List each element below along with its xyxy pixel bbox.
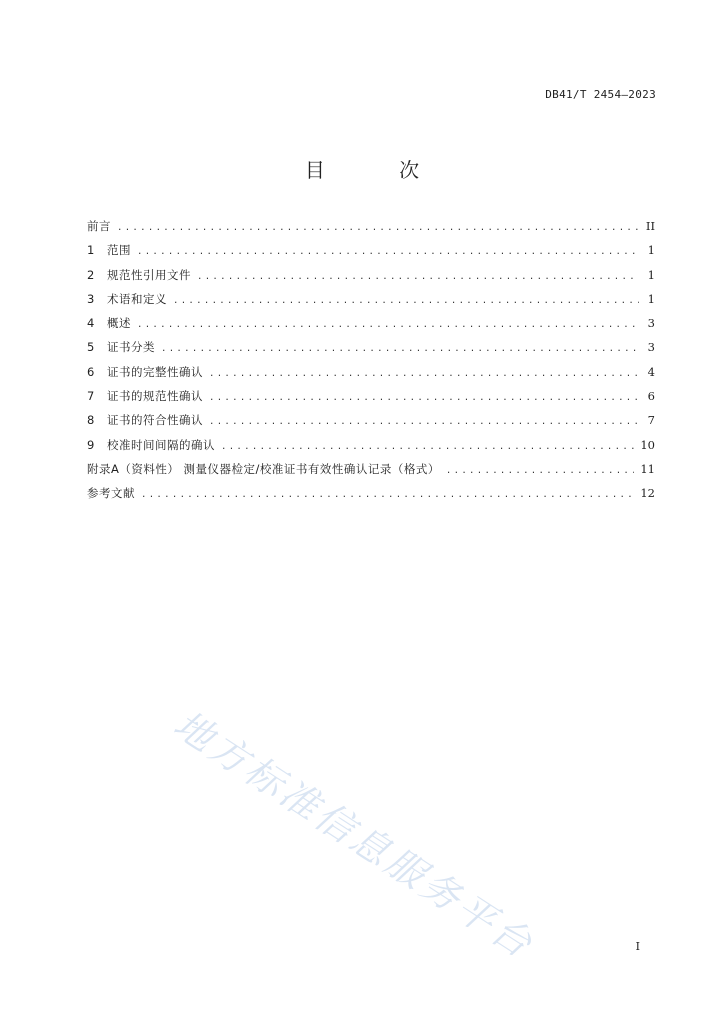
toc-leader-dots xyxy=(197,272,639,282)
toc-entry-number: 3 xyxy=(87,291,95,306)
toc-leader-dots xyxy=(446,466,634,476)
toc-entry-4[interactable] xyxy=(87,315,655,339)
toc-entry-number: 6 xyxy=(87,364,95,379)
document-code: DB41/T 2454—2023 xyxy=(545,88,656,101)
toc-entry-bibliography[interactable] xyxy=(87,485,655,509)
toc-entry-label: 概述 xyxy=(107,316,131,331)
toc-entry-page: 6 xyxy=(647,389,655,404)
toc-entry-page: 10 xyxy=(640,437,655,452)
toc-entry-page: 1 xyxy=(647,243,655,258)
toc-entry-2[interactable] xyxy=(87,267,655,291)
toc-entry-label: 规范性引用文件 xyxy=(107,267,191,282)
toc-entry-label: 参考文献 xyxy=(87,486,135,501)
toc-entry-page: 7 xyxy=(647,413,655,428)
toc-entry-number: 8 xyxy=(87,413,95,428)
toc-leader-dots xyxy=(137,247,639,257)
toc-entry-page: 11 xyxy=(640,461,655,476)
toc-entry-label: 附录A（资料性） 测量仪器检定/校准证书有效性确认记录（格式） xyxy=(87,461,440,476)
toc-entry-page: 4 xyxy=(647,364,655,379)
toc-entry-label: 证书的规范性确认 xyxy=(107,389,203,404)
toc-entry-page: 12 xyxy=(640,486,655,501)
page-number: I xyxy=(635,940,640,953)
toc-entry-number: 1 xyxy=(87,243,95,258)
toc-entry-label: 证书的符合性确认 xyxy=(107,413,203,428)
toc-entry-7[interactable] xyxy=(87,388,655,412)
toc-leader-dots xyxy=(173,296,639,306)
toc-entry-page: 1 xyxy=(647,267,655,282)
toc-leader-dots xyxy=(161,344,639,354)
toc-entry-page: 3 xyxy=(647,340,655,355)
toc-leader-dots xyxy=(221,442,634,452)
toc-entry-number: 5 xyxy=(87,340,95,355)
toc-leader-dots xyxy=(117,223,639,233)
toc-entry-3[interactable] xyxy=(87,291,655,315)
watermark: 地方标准信息服务平台 xyxy=(166,701,543,968)
toc-entry-appendix-a[interactable] xyxy=(87,461,655,485)
toc-leader-dots xyxy=(137,320,639,330)
toc-leader-dots xyxy=(209,417,639,427)
toc-entry-number: 2 xyxy=(87,267,95,282)
toc-leader-dots xyxy=(209,369,639,379)
toc-entry-label: 证书的完整性确认 xyxy=(107,364,203,379)
toc-entry-number: 4 xyxy=(87,316,95,331)
toc-entry-5[interactable] xyxy=(87,339,655,363)
toc-entry-label: 范围 xyxy=(107,243,131,258)
toc-title: 目 次 xyxy=(304,158,454,182)
toc-entry-9[interactable] xyxy=(87,437,655,461)
toc-leader-dots xyxy=(141,490,634,500)
toc-entry-number: 9 xyxy=(87,437,95,452)
toc-entry-foreword[interactable] xyxy=(87,218,655,242)
table-of-contents xyxy=(87,218,655,510)
toc-entry-label: 证书分类 xyxy=(107,340,155,355)
toc-entry-page: 1 xyxy=(647,291,655,306)
toc-leader-dots xyxy=(209,393,639,403)
toc-entry-page: II xyxy=(645,219,655,233)
toc-entry-6[interactable] xyxy=(87,364,655,388)
toc-entry-label: 校准时间间隔的确认 xyxy=(107,437,215,452)
toc-entry-label: 术语和定义 xyxy=(107,291,167,306)
toc-entry-label: 前言 xyxy=(87,219,111,233)
toc-entry-page: 3 xyxy=(647,316,655,331)
toc-entry-number: 7 xyxy=(87,389,95,404)
toc-entry-1[interactable] xyxy=(87,242,655,266)
toc-entry-8[interactable] xyxy=(87,412,655,436)
